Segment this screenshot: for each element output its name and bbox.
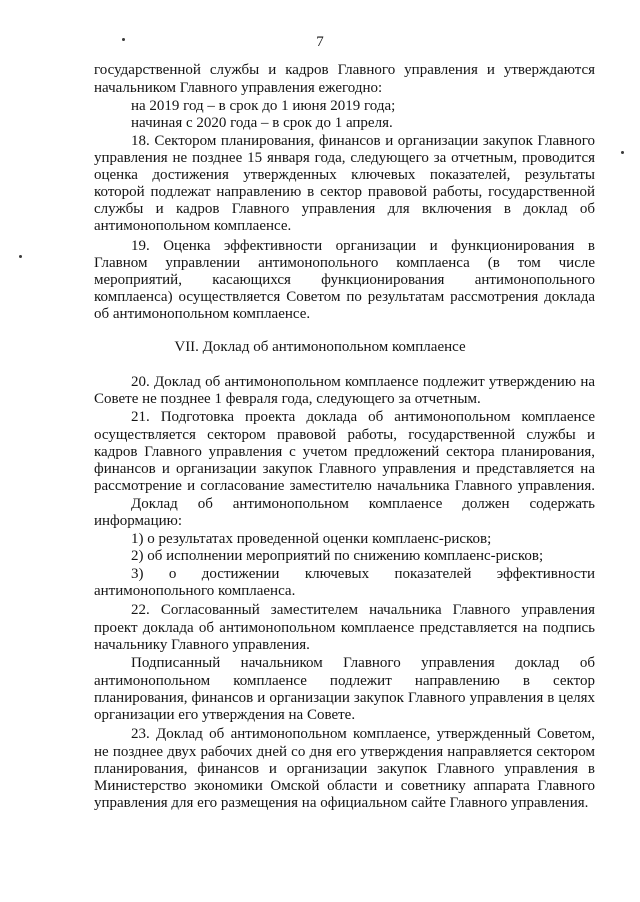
text-line: Доклад об антимонопольном комплаенсе должен содержать bbox=[131, 496, 595, 512]
text-line: государственной службы и кадров Главного управления и утверждаются bbox=[94, 62, 595, 78]
text-line: 23. Доклад об антимонопольном комплаенсе, утвержденный Советом, bbox=[131, 726, 595, 742]
text-line: управления не позднее 15 января года, следующего за отчетным, проводится bbox=[94, 150, 595, 166]
text-line: планирования, финансов и организации закупок Главного управления в целях bbox=[94, 690, 595, 706]
text-line: антимонопольном комплаенсе подлежит направлению в сектор bbox=[94, 673, 595, 689]
text-line: 2) об исполнении мероприятий по снижению комплаенс-рисков; bbox=[131, 548, 544, 564]
text-line: осуществляется сектором правовой работы, государственной службы и bbox=[94, 427, 595, 443]
text-line: мероприятий, касающихся функционирования антимонопольного bbox=[94, 272, 595, 288]
text-line: оценка достижения утвержденных ключевых показателей, результаты bbox=[94, 167, 595, 183]
text-line: комплаенса) осуществляется Советом по результатам рассмотрения доклада bbox=[94, 289, 595, 305]
page-number: 7 bbox=[316, 34, 324, 50]
text-line: не позднее двух рабочих дней со дня его утверждения направляется сектором bbox=[94, 744, 595, 760]
scan-speck bbox=[19, 255, 22, 258]
text-line: начальнику Главного управления. bbox=[94, 637, 310, 653]
text-line: 3) о достижении ключевых показателей эффективности bbox=[131, 566, 595, 582]
text-line: проект доклада об антимонопольном комплаенсе представляется на подпись bbox=[94, 620, 595, 636]
text-line: 21. Подготовка проекта доклада об антимонопольном комплаенсе bbox=[131, 409, 595, 425]
text-line: организации его утверждения на Совете. bbox=[94, 707, 356, 723]
scan-speck bbox=[621, 151, 624, 154]
text-line: 22. Согласованный заместителем начальника Главного управления bbox=[131, 602, 595, 618]
text-line: Подписанный начальником Главного управления доклад об bbox=[131, 655, 595, 671]
text-line: начиная с 2020 года – в срок до 1 апреля. bbox=[131, 115, 393, 131]
section-heading: VII. Доклад об антимонопольном комплаенсе bbox=[174, 339, 466, 355]
text-line: на 2019 год – в срок до 1 июня 2019 года; bbox=[131, 98, 396, 114]
text-line: об антимонопольном комплаенсе. bbox=[94, 306, 311, 322]
text-line: начальником Главного управления ежегодно: bbox=[94, 80, 383, 96]
text-line: антимонопольном комплаенсе. bbox=[94, 218, 292, 234]
text-line: Главном управлении антимонопольного комплаенса (в том числе bbox=[94, 255, 595, 271]
text-line: кадров Главного управления с учетом предложений сектора планирования, bbox=[94, 444, 595, 460]
text-line: финансов и организации закупок Главного управления и представляется на bbox=[94, 461, 595, 477]
text-line: службы и кадров Главного управления для включения в доклад об bbox=[94, 201, 595, 217]
text-line: 20. Доклад об антимонопольном комплаенсе подлежит утверждению на bbox=[131, 374, 595, 390]
text-line: 19. Оценка эффективности организации и функционирования в bbox=[131, 238, 595, 254]
text-line: планирования, финансов и организации закупок Главного управления в bbox=[94, 761, 595, 777]
text-line: управления для его размещения на официальном сайте Главного управления. bbox=[94, 795, 589, 811]
text-line: 18. Сектором планирования, финансов и организации закупок Главного bbox=[131, 133, 595, 149]
text-line: антимонопольного комплаенса. bbox=[94, 583, 296, 599]
scan-speck bbox=[122, 38, 125, 41]
text-line: рассмотрение и согласование заместителю начальника Главного управления. bbox=[94, 478, 595, 494]
text-line: Министерство экономики Омской области и советнику аппарата Главного bbox=[94, 778, 595, 794]
text-line: 1) о результатах проведенной оценки комплаенс-рисков; bbox=[131, 531, 492, 547]
text-line: информацию: bbox=[94, 513, 183, 529]
text-line: Совете не позднее 1 февраля года, следующего за отчетным. bbox=[94, 391, 481, 407]
text-line: которой подлежат направлению в сектор правовой работы, государственной bbox=[94, 184, 595, 200]
